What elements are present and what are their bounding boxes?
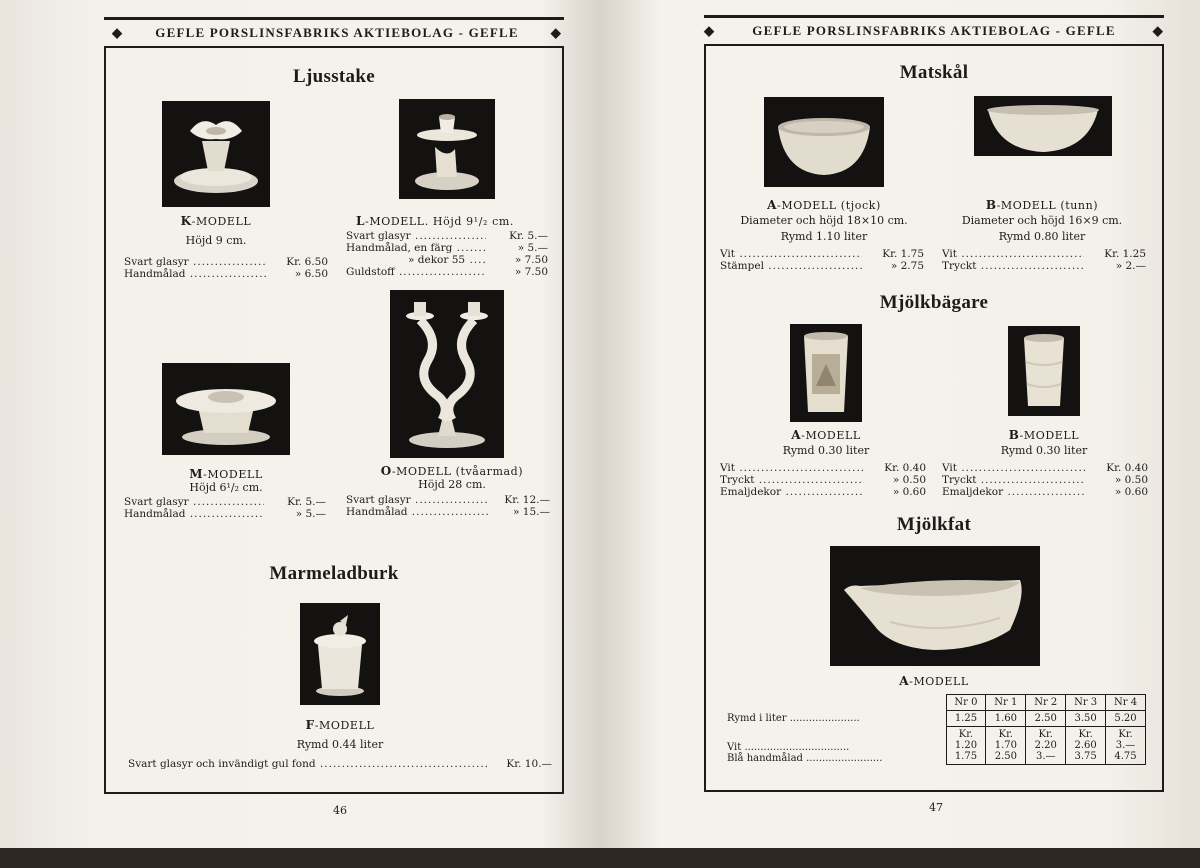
price-row: Vit ..... Kr. 1.25 <box>942 248 1146 260</box>
table-cell: Kr. 2.20 3.— <box>1026 727 1066 765</box>
model-l-height: Höjd 9¹/₂ cm. <box>432 215 514 228</box>
model-m: M-MODELL <box>189 467 263 481</box>
model-m-height: Höjd 6¹/₂ cm. <box>189 481 263 494</box>
model-mjolkbagare-b: B-MODELL <box>1008 428 1080 442</box>
candlestick-m-image <box>162 363 290 455</box>
mjolkfat-size-table <box>724 694 1146 765</box>
capacity-row-label: Rymd i liter <box>727 713 787 724</box>
price-row: Vit ..... Kr. 0.40 <box>720 462 926 474</box>
price-row: Emaljdekor ..... » 0.60 <box>942 486 1148 498</box>
table-cell: 5.20 <box>1106 711 1146 727</box>
table-row: Vit ................................. Blå handmålad ........................ Kr. 1.20 1.75 Kr. 1.70 2.50 Kr. 2.20 3.— Kr. 2.60 3.75 Kr. 3.— 4.75 <box>724 727 1146 765</box>
table-header-cell: Nr 1 <box>986 695 1026 711</box>
photo-candlestick-o <box>390 290 504 458</box>
candlestick-o-image <box>390 290 504 458</box>
price-row: Vit ..... Kr. 1.75 <box>720 248 924 260</box>
section-title-marmeladburk: Marmeladburk <box>269 563 399 584</box>
photo-candlestick-k <box>162 101 270 207</box>
header-top-rule <box>104 17 564 20</box>
photo-beaker-a <box>790 324 862 422</box>
table-cell: Kr. 2.60 3.75 <box>1066 727 1106 765</box>
price-list-matskal-a <box>720 248 924 272</box>
table-header-cell: Nr 4 <box>1106 695 1146 711</box>
mjolkbagare-a-capacity: Rymd 0.30 liter <box>782 444 870 457</box>
price-list-f <box>128 758 552 770</box>
white-row-label: Vit <box>727 741 742 753</box>
table-cell: 2.50 <box>1026 711 1066 727</box>
table-cell: 1.60 <box>986 711 1026 727</box>
section-title-matskal: Matskål <box>899 62 969 83</box>
section-title-mjolkbagare: Mjölkbägare <box>879 292 989 313</box>
price-row: Tryckt ..... » 0.50 <box>942 474 1148 486</box>
model-mjolkfat-a: A-MODELL <box>899 674 969 688</box>
table-cell: 3.50 <box>1066 711 1106 727</box>
price-list-mjolkbagare-a <box>720 462 926 498</box>
page-number: 46 <box>333 804 347 817</box>
price-row: Emaljdekor ..... » 0.60 <box>720 486 926 498</box>
table-header-cell: Nr 2 <box>1026 695 1066 711</box>
model-k: K-MODELL <box>180 214 252 228</box>
price-list-o <box>346 494 550 518</box>
section-title-ljusstake: Ljusstake <box>293 66 375 87</box>
photo-bowl-a <box>764 97 884 187</box>
price-row: Stämpel ..... » 2.75 <box>720 260 924 272</box>
price-row: Guldstoff ..... » 7.50 <box>346 266 548 278</box>
price-row: Vit ..... Kr. 0.40 <box>942 462 1148 474</box>
candlestick-k-image <box>162 101 270 207</box>
page-header <box>704 20 1164 42</box>
price-row: Svart glasyr ..... Kr. 5.— <box>124 496 326 508</box>
model-matskal-a: A-MODELL (tjock) <box>767 198 881 212</box>
price-row: » dekor 55 ..... » 7.50 <box>346 254 548 266</box>
candlestick-l-image <box>399 99 495 199</box>
blue-row-label: Blå handmålad <box>727 752 803 764</box>
bowl-a-image <box>764 97 884 187</box>
model-o-height: Höjd 28 cm. <box>418 478 486 491</box>
photo-beaker-b <box>1008 326 1080 416</box>
table-header-cell: Nr 0 <box>946 695 986 711</box>
model-k-height: Höjd 9 cm. <box>185 234 247 247</box>
table-header-cell: Nr 3 <box>1066 695 1106 711</box>
price-list-m <box>124 496 326 520</box>
price-row: Svart glasyr ..... Kr. 12.— <box>346 494 550 506</box>
price-row: Svart glasyr och invändigt gul fond ..... Kr. 10.— <box>128 758 552 770</box>
table-cell: 1.25 <box>946 711 986 727</box>
diamond-icon: ◆ <box>1152 23 1164 38</box>
photo-bowl-b <box>974 96 1112 156</box>
photo-candlestick-l <box>399 99 495 199</box>
beaker-a-image <box>790 324 862 422</box>
table-cell: Kr. 1.70 2.50 <box>986 727 1026 765</box>
model-l: L-MODELL. Höjd 9¹/₂ cm. <box>356 214 514 228</box>
price-row: Svart glasyr ..... Kr. 6.50 <box>124 256 328 268</box>
table-cell: Kr. 3.— 4.75 <box>1106 727 1146 765</box>
page-47 <box>600 0 1200 848</box>
header-text: GEFLE PORSLINSFABRIKS AKTIEBOLAG - GEFLE <box>752 23 1116 38</box>
section-title-mjolkfat: Mjölkfat <box>896 514 972 535</box>
matskal-a-dimensions: Diameter och höjd 18×10 cm. <box>740 214 908 227</box>
header-top-rule <box>704 15 1164 18</box>
diamond-icon: ◆ <box>112 25 124 40</box>
mjolkbagare-b-capacity: Rymd 0.30 liter <box>1000 444 1088 457</box>
table-row <box>724 695 1146 711</box>
price-row: Tryckt ..... » 2.— <box>942 260 1146 272</box>
model-o: O-MODELL (tvåarmad) <box>380 464 524 478</box>
price-row: Handmålad ..... » 5.— <box>124 508 326 520</box>
page-number: 47 <box>929 801 943 814</box>
price-row: Svart glasyr ..... Kr. 5.— <box>346 230 548 242</box>
matskal-b-capacity: Rymd 0.80 liter <box>998 230 1086 243</box>
table-row: Rymd i liter ...................... 1.25 1.60 2.50 3.50 5.20 <box>724 711 1146 727</box>
table-surface <box>0 848 1200 868</box>
matskal-a-capacity: Rymd 1.10 liter <box>780 230 868 243</box>
diamond-icon: ◆ <box>550 25 562 40</box>
photo-candlestick-m <box>162 363 290 455</box>
milk-dish-a-image <box>830 546 1040 666</box>
photo-milk-dish-a <box>830 546 1040 666</box>
price-row: Handmålad, en färg ..... » 5.— <box>346 242 548 254</box>
matskal-b-dimensions: Diameter och höjd 16×9 cm. <box>961 214 1123 227</box>
model-f-capacity: Rymd 0.44 liter <box>296 738 384 751</box>
jam-jar-f-image <box>300 603 380 705</box>
model-matskal-b: B-MODELL (tunn) <box>985 198 1099 212</box>
photo-jam-jar-f <box>300 603 380 705</box>
price-list-matskal-b <box>942 248 1146 272</box>
model-mjolkbagare-a: A-MODELL <box>791 428 861 442</box>
table-cell: Kr. 1.20 1.75 <box>946 727 986 765</box>
header-text: GEFLE PORSLINSFABRIKS AKTIEBOLAG - GEFLE <box>155 25 519 40</box>
price-row: Handmålad ..... » 6.50 <box>124 268 328 280</box>
price-list-k <box>124 256 328 280</box>
model-f: F-MODELL <box>305 718 375 732</box>
page-header <box>112 22 562 44</box>
price-row: Tryckt ..... » 0.50 <box>720 474 926 486</box>
price-list-l <box>346 230 548 278</box>
price-row: Handmålad ..... » 15.— <box>346 506 550 518</box>
bowl-b-image <box>974 96 1112 156</box>
diamond-icon: ◆ <box>704 23 716 38</box>
page-46 <box>0 0 600 848</box>
beaker-b-image <box>1008 326 1080 416</box>
price-list-mjolkbagare-b <box>942 462 1148 498</box>
